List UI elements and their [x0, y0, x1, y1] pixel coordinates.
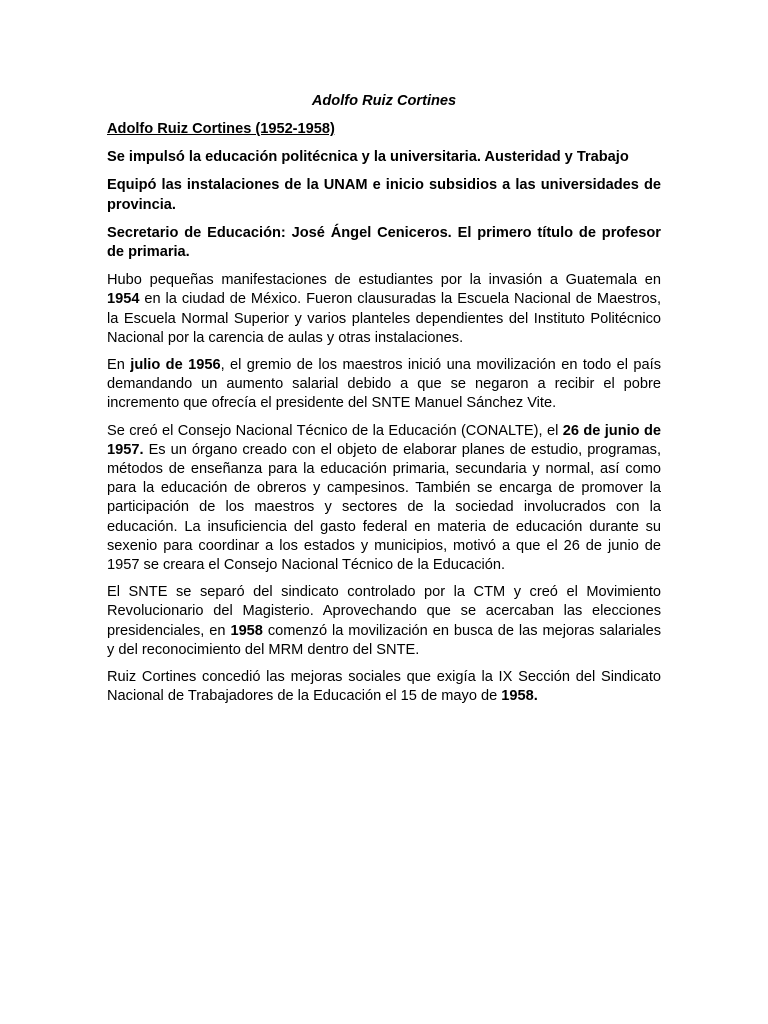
- bold-line-education: Se impulsó la educación politécnica y la universitaria. Austeridad y Trabajo: [107, 149, 629, 166]
- document-title: Adolfo Ruiz Cortines: [311, 93, 457, 109]
- document-page: [107, 92, 661, 714]
- bold-date: julio de 1956: [130, 357, 221, 374]
- document-subtitle: Adolfo Ruiz Cortines (1952-1958): [107, 121, 335, 137]
- paragraph-text: En: [107, 357, 131, 374]
- paragraph-text: , el gremio de los maestros inició una movilización en todo el país demandando un aumento salarial debido a que se negaron a recibir el pobre incremento que ofrecía el presidente del SNTE Manuel Sánchez Vite.: [107, 357, 661, 412]
- paragraph-conalte: [107, 422, 661, 576]
- paragraph-mrm: [107, 583, 661, 660]
- paragraph-text: Hubo pequeñas manifestaciones de estudiantes por la invasión a Guatemala en: [107, 272, 661, 289]
- bold-line-secretary: Secretario de Educación: José Ángel Ceniceros. El primero título de profesor de primaria.: [107, 224, 661, 261]
- bold-year: 1954: [107, 291, 140, 308]
- paragraph-text: Se creó el Consejo Nacional Técnico de la Educación (CONALTE), el: [107, 422, 563, 439]
- bold-year: 1958: [230, 622, 263, 639]
- paragraph-ix-seccion: [107, 668, 661, 706]
- paragraph-text: en la ciudad de México. Fueron clausuradas la Escuela Nacional de Maestros, la Escuela Normal Superior y varios planteles dependientes del Instituto Politécnico Nacional por la carencia de aulas y otras instalaciones.: [107, 291, 661, 346]
- bold-year: 1958.: [501, 688, 538, 705]
- paragraph-1956: [107, 356, 661, 414]
- bold-date: 26 de junio de 1957.: [107, 422, 661, 458]
- paragraph-text: comenzó la movilización en busca de las mejoras salariales y del reconocimiento del MRM dentro del SNTE.: [107, 622, 661, 658]
- paragraph-text: Ruiz Cortines concedió las mejoras sociales que exigía la IX Sección del Sindicato Nacional de Trabajadores de la Educación el 15 de mayo de: [107, 669, 661, 705]
- bold-line-unam: Equipó las instalaciones de la UNAM e inicio subsidios a las universidades de provincia.: [107, 177, 661, 213]
- paragraph-text: Es un órgano creado con el objeto de elaborar planes de estudio, programas, métodos de enseñanza para la educación primaria, secundaria y normal, así como para la educación de obreros y campesinos. También se encarga de promover la participación de los maestros y sectores de la sociedad involucrados con la educación. La insuficiencia del gasto federal en materia de educación durante su sexenio para coordinar a los estados y municipios, motivó a que el 26 de junio de 1957 se creara el Consejo Nacional Técnico de la Educación.: [107, 441, 661, 574]
- paragraph-text: El SNTE se separó del sindicato controlado por la CTM y creó el Movimiento Revolucionario del Magisterio. Aprovechando que se acercaban las elecciones presidenciales, en: [107, 584, 661, 639]
- paragraph-guatemala: [107, 271, 661, 348]
